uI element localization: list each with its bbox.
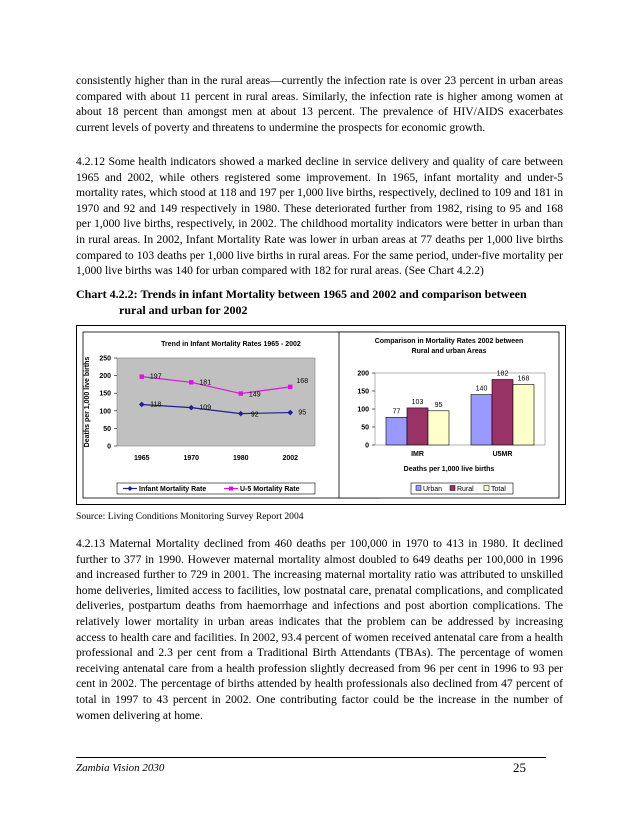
bar-total-u5mr — [513, 385, 534, 445]
line-data-label: 197 — [149, 373, 162, 381]
legend-imr-label: Infant Mortality Rate — [139, 486, 207, 493]
bar-total-imr — [428, 411, 449, 445]
bar-x-tick-label: U5MR — [492, 451, 513, 458]
bar-chart-title-line-1: Comparison in Mortality Rates 2002 between — [374, 338, 524, 345]
bar-data-label: 77 — [392, 408, 401, 416]
line-x-tick-label: 2002 — [282, 455, 299, 462]
caption-line-1: Chart 4.2.2: Trends in infant Mortality between 1965 and 2002 and comparison between — [76, 287, 527, 301]
line-point-u5mr — [189, 380, 193, 384]
chart-caption — [76, 287, 563, 318]
line-x-tick-label: 1980 — [232, 455, 249, 462]
line-point-u5mr — [288, 385, 292, 389]
line-data-label: 118 — [150, 401, 162, 409]
bar-rural-imr — [407, 408, 428, 445]
line-data-label: 181 — [199, 379, 212, 387]
paragraph-hiv: consistently higher than in the rural areas—currently the infection rate is over 23 percent in urban areas compared with about 11 percent in rural areas. Similarly, the infection rate is higher among women at about 18 percent than amongst men at about 13 percent. The prevalence of HIV/AIDS exacerbates current levels of poverty and threatens to undermine the prospects for economic growth. — [76, 74, 563, 134]
bar-urban-imr — [386, 417, 407, 445]
bar-x-tick-label: IMR — [411, 451, 424, 458]
bar-data-label: 168 — [517, 375, 530, 383]
line-point-u5mr — [140, 374, 144, 378]
charts-svg — [77, 326, 565, 504]
line-x-tick-label: 1970 — [183, 455, 200, 462]
legend-u5mr-label: U-5 Mortality Rate — [240, 486, 300, 493]
line-point-u5mr — [239, 391, 243, 395]
bar-y-tick-label: 100 — [357, 406, 369, 414]
line-y-tick-label: 200 — [99, 373, 111, 381]
page-number: 25 — [513, 760, 526, 775]
bar-urban-u5mr — [471, 395, 492, 445]
footer-rule — [76, 757, 546, 758]
legend-u5mr-marker — [229, 487, 233, 491]
bar-data-label: 182 — [496, 370, 509, 378]
footer-title: Zambia Vision 2030 — [76, 762, 165, 774]
line-data-label: 149 — [248, 391, 261, 399]
line-y-tick-label: 100 — [99, 408, 111, 416]
bar-y-tick-label: 50 — [361, 424, 369, 432]
bar-y-tick-label: 0 — [365, 442, 369, 450]
line-data-label: 95 — [298, 409, 307, 417]
line-y-tick-label: 150 — [99, 390, 111, 398]
bar-data-label: 95 — [434, 401, 443, 409]
bar-data-label: 140 — [475, 385, 488, 393]
bar-y-tick-label: 200 — [357, 370, 369, 378]
paragraph-4-2-13: 4.2.13 Maternal Mortality declined from 460 deaths per 100,000 in 1970 to 413 in 1980. It declined further to 377 in 1990. However maternal mortality almost doubled to 649 deaths per 100,000 in 1996 and increased further to 729 in 2001. The increasing maternal mortality ratio was attributed to unskilled home deliveries, limited access to facilities, low postnatal care, prenatal complications, and complicated deliveries, postpartum deaths from haemorrhage and infections and post abortion complications. The relatively lower mortality in urban areas indicates that the problem can be addressed by increasing access to health care and facilities. In 2002, 93.4 percent of women received antenatal care from a health professional and 2.3 per cent from a Traditional Birth Attendants (TBAs). The percentage of women receiving antenatal care from a health profession slightly decreased from 96 per cent in 1996 to 93 per cent in 2002. The percentage of births attended by health professionals also declined from 47 percent of total in 1997 to 43 percent in 2002. One contributing factor could be the increase in the number of women delivering at home. — [76, 537, 563, 722]
line-chart-title: Trend in Infant Mortality Rates 1965 - 2002 — [161, 341, 301, 348]
chart-container — [76, 325, 566, 505]
bar-data-label: 103 — [411, 398, 424, 406]
line-y-tick-label: 250 — [99, 355, 111, 363]
line-x-tick-label: 1965 — [133, 455, 150, 462]
legend-swatch-rural — [450, 486, 455, 491]
line-y-tick-label: 50 — [103, 425, 111, 433]
paragraph-4-2-12: 4.2.12 Some health indicators showed a marked decline in service delivery and quality of care between 1965 and 2002, while others registered some improvement. In 1965, infant mortality and under-5 mortality rates, which stood at 118 and 197 per 1,000 live births, respectively, declined to 109 and 181 in 1970 and 92 and 149 respectively in 1980. These deteriorated further from 1982, rising to 95 and 168 per 1,000 live births, respectively, in 2002. The childhood mortality indicators were better in urban than in rural areas. In 2002, Infant Mortality Rate was lower in urban areas at 77 deaths per 1,000 live births compared to 103 deaths per 1,000 live births in rural areas. For the same period, under-five mortality per 1,000 live births was 140 for urban compared with 182 for rural areas. (See Chart 4.2.2) — [76, 155, 563, 278]
legend-label-rural: Rural — [457, 486, 474, 493]
line-plot-area — [117, 358, 315, 446]
bar-chart-title-line-2: Rural and urban Areas — [411, 348, 487, 355]
bar-y-tick-label: 150 — [357, 388, 369, 396]
line-data-label: 109 — [199, 404, 212, 412]
line-y-tick-label: 0 — [107, 443, 111, 451]
caption-line-2: rural and urban for 2002 — [119, 302, 248, 317]
line-data-label: 168 — [296, 377, 309, 385]
legend-label-urban: Urban — [423, 486, 443, 493]
bar-x-axis-label: Deaths per 1,000 live births — [403, 466, 495, 473]
bar-rural-u5mr — [492, 379, 513, 445]
line-y-axis-label: Deaths per 1,000 live births — [84, 356, 91, 448]
line-data-label: 92 — [250, 411, 259, 419]
legend-label-total: Total — [491, 486, 506, 493]
legend-swatch-urban — [416, 486, 421, 491]
chart-source: Source: Living Conditions Monitoring Survey Report 2004 — [76, 511, 304, 522]
legend-swatch-total — [484, 486, 489, 491]
